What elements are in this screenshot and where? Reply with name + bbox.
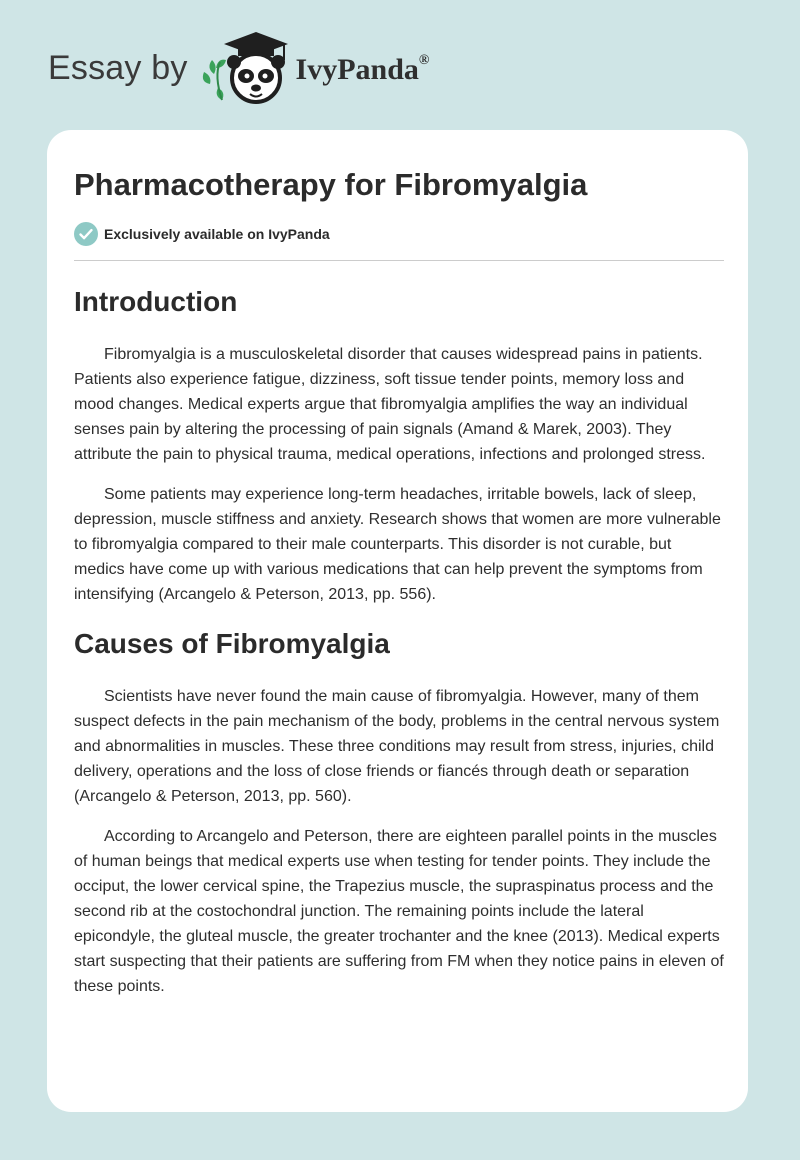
article-card [47, 130, 748, 1112]
divider [74, 260, 724, 261]
section-heading: Introduction [74, 286, 238, 317]
essay-by-label: Essay by [48, 48, 188, 87]
paragraph: Some patients may experience long-term headaches, irritable bowels, lack of sleep, depression, muscle stiffness and anxiety. Research shows that women are more vulnerable to fibromyalgia compared to their male counterparts. This disorder is not curable, but medics have come up with various medications that can help prevent the symptoms from intensifying (Arcangelo & Peterson, 2013, pp. 556). [74, 486, 721, 603]
brand-text: IvyPanda [295, 53, 419, 86]
section-heading: Causes of Fibromyalgia [74, 628, 390, 659]
check-badge-icon [74, 222, 98, 246]
article-content [74, 166, 724, 999]
registered-mark: ® [418, 53, 430, 68]
panda-logo-icon[interactable] [200, 28, 292, 108]
paragraph: Scientists have never found the main cause of fibromyalgia. However, many of them suspect defects in the pain mechanism of the body, problems in the central nervous system and abnormalities in muscles. These three conditions may result from stress, injuries, child delivery, operations and the loss of close friends or fiancés through death or separation (Arcangelo & Peterson, 2013, pp. 560). [74, 688, 720, 805]
availability-text: Exclusively available on IvyPanda [104, 226, 330, 242]
article-title: Pharmacotherapy for Fibromyalgia [74, 167, 588, 202]
brand-name[interactable] [296, 53, 430, 87]
paragraph: Fibromyalgia is a musculoskeletal disorder that causes widespread pains in patients. Patients also experience fatigue, dizziness, soft tissue tender points, memory loss and mood changes. Medical experts argue that fibromyalgia amplifies the way an individual senses pain by altering the processing of pain signals (Amand & Marek, 2003). They attribute the pain to physical trauma, medical operations, infections and prolonged stress. [74, 346, 706, 463]
availability-note [74, 222, 724, 246]
paragraph: According to Arcangelo and Peterson, there are eighteen parallel points in the muscles of human beings that medical experts use when testing for tender points. They include the occiput, the lower cervical spine, the Trapezius muscle, the supraspinatus process and the second rib at the costochondral junction. The remaining points include the lateral epicondyle, the gluteal muscle, the greater trochanter and the knee (2013). Medical experts start suspecting that their patients are suffering from FM when they notice pains in eleven of these points. [74, 828, 724, 995]
site-header [48, 28, 429, 108]
